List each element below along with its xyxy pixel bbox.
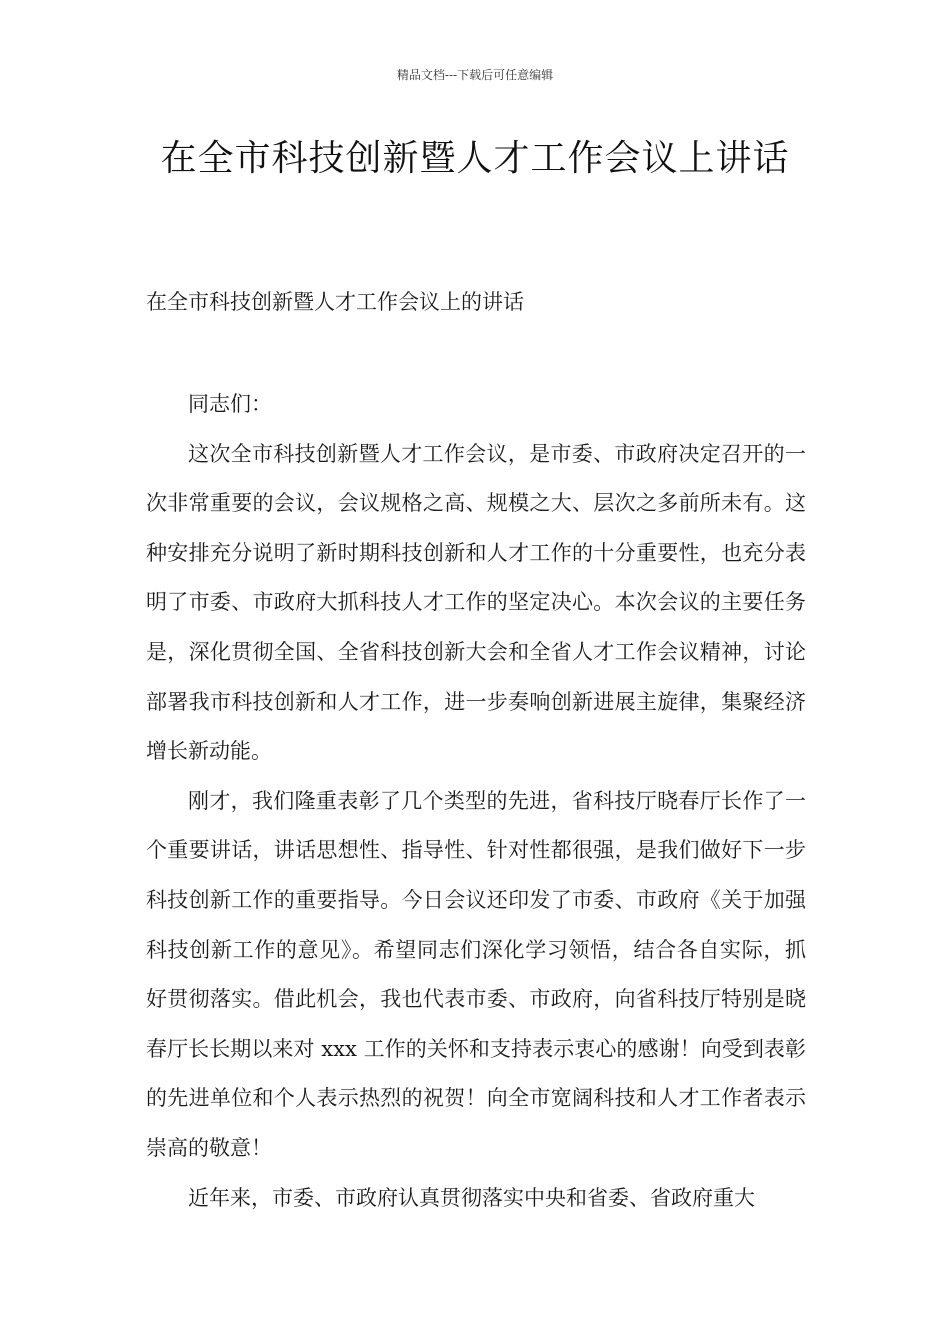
body-paragraph: 这次全市科技创新暨人才工作会议，是市委、市政府决定召开的一次非常重要的会议，会议规格之高、规模之大、层次之多前所未有。这种安排充分说明了新时期科技创新和人才工作的十分重要性，也充分表明了市委、市政府大抓科技人才工作的坚定决心。本次会议的主要任务是，深化贯彻全国、全省科技创新大会和全省人才工作会议精神，讨论部署我市科技创新和人才工作，进一步奏响创新进展主旋律，集聚经济增长新动能。 (146, 441, 806, 764)
salutation-paragraph: 同志们： (188, 392, 272, 416)
document-title: 在全市科技创新暨人才工作会议上讲话 (160, 138, 790, 179)
document-subtitle: 在全市科技创新暨人才工作会议上的讲话 (146, 290, 524, 314)
body-paragraph: 刚才，我们隆重表彰了几个类型的先进，省科技厅晓春厅长作了一个重要讲话，讲话思想性、指导性、针对性都很强，是我们做好下一步科技创新工作的重要指导。今日会议还印发了市委、市政府《关于加强科技创新工作的意见》。希望同志们深化学习领悟，结合各自实际，抓好贯彻落实。借此机会，我也代表市委、市政府，向省科技厅特别是晓春厅长长期以来对 xxx 工作的关怀和支持表示衷心的感谢！向受到表彰的先进单位和个人表示热烈的祝贺！向全市宽阔科技和人才工作者表示崇高的敬意！ (146, 788, 806, 1160)
body-paragraph: 近年来，市委、市政府认真贯彻落实中央和省委、省政府重大 (188, 1185, 755, 1210)
header-note: 精品文档---下载后可任意编辑 (396, 68, 554, 82)
document-body (146, 380, 806, 1223)
